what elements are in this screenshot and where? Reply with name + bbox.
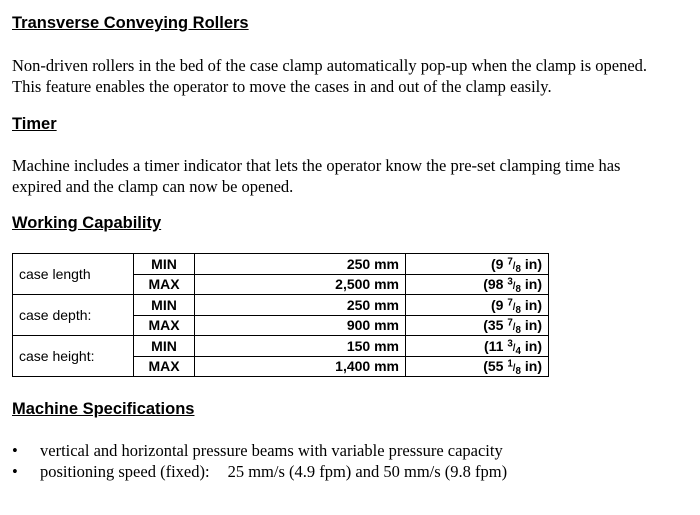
value-inches: (9 $^7/_8$ in) xyxy=(406,254,549,275)
inch-unit: in xyxy=(524,317,538,334)
spec-pressure-beams: vertical and horizontal pressure beams with variable pressure capacity xyxy=(40,441,503,460)
fraction-numerator: 7 xyxy=(507,256,513,268)
value-mm: 150 mm xyxy=(195,336,406,357)
list-item xyxy=(12,461,507,482)
value-mm: 2,500 mm xyxy=(195,274,406,295)
paragraph-rollers: Non-driven rollers in the bed of the case clamp automatically pop-up when the clamp is opened. This feature enables the operator to move the cases in and out of the clamp easily. xyxy=(12,56,648,96)
value-inches: (35 $^7/_8$ in) xyxy=(406,315,549,336)
inch-whole: 35 xyxy=(487,317,504,334)
fraction-numerator: 3 xyxy=(507,338,513,350)
paragraph-timer: Machine includes a timer indicator that lets the operator know the pre-set clamping time has expired and the clamp can now be opened. xyxy=(12,156,621,196)
inch-whole: 9 xyxy=(495,296,504,313)
heading-working-capability: Working Capability xyxy=(12,214,162,232)
heading-transverse-conveying-rollers: Transverse Conveying Rollers xyxy=(12,14,249,32)
spec-positioning-speed-value: 25 mm/s (4.9 fpm) and 50 mm/s (9.8 fpm) xyxy=(227,462,508,481)
inch-fraction: $^7/_8$ xyxy=(507,317,521,337)
fraction-denominator: 8 xyxy=(515,325,521,337)
limit-tag: MIN xyxy=(134,254,195,275)
limit-tag: MIN xyxy=(134,336,195,357)
inch-unit: in xyxy=(524,276,538,293)
inch-fraction: $^1/_8$ xyxy=(507,358,521,378)
limit-tag: MIN xyxy=(134,295,195,316)
list-item xyxy=(12,440,507,461)
fraction-denominator: 8 xyxy=(515,304,521,316)
inch-fraction: $^3/_8$ xyxy=(507,276,521,296)
value-inches: (9 $^7/_8$ in) xyxy=(406,295,549,316)
limit-tag: MAX xyxy=(134,356,195,377)
inch-fraction: $^7/_8$ xyxy=(507,256,521,275)
value-mm: 900 mm xyxy=(195,315,406,336)
table-row xyxy=(13,254,549,275)
inch-unit: in xyxy=(524,296,538,313)
dimension-label: case height: xyxy=(13,336,134,377)
fraction-denominator: 8 xyxy=(515,366,521,378)
inch-unit: in xyxy=(524,358,538,375)
value-inches: (55 $^1/_8$ in) xyxy=(406,356,549,377)
working-capability-table xyxy=(12,253,549,377)
bullet-icon: • xyxy=(12,462,18,481)
inch-whole: 98 xyxy=(487,276,504,293)
value-mm: 1,400 mm xyxy=(195,356,406,377)
inch-unit: in xyxy=(524,255,538,272)
specifications-list xyxy=(12,440,507,482)
fraction-numerator: 3 xyxy=(507,276,513,288)
fraction-numerator: 7 xyxy=(507,297,513,309)
inch-whole: 9 xyxy=(495,255,504,272)
working-capability-table-body xyxy=(13,254,549,377)
inch-whole: 11 xyxy=(488,337,504,354)
dimension-label: case length xyxy=(13,254,134,295)
table-row xyxy=(13,336,549,357)
inch-fraction: $^3/_4$ xyxy=(507,338,521,357)
fraction-denominator: 4 xyxy=(515,345,521,357)
inch-unit: in xyxy=(524,337,538,354)
table-row xyxy=(13,295,549,316)
value-inches: (98 $^3/_8$ in) xyxy=(406,274,549,295)
bullet-icon: • xyxy=(12,441,18,460)
fraction-numerator: 1 xyxy=(507,358,513,370)
value-mm: 250 mm xyxy=(195,254,406,275)
limit-tag: MAX xyxy=(134,315,195,336)
inch-whole: 55 xyxy=(487,358,504,375)
fraction-numerator: 7 xyxy=(507,317,513,329)
value-mm: 250 mm xyxy=(195,295,406,316)
inch-fraction: $^7/_8$ xyxy=(507,297,521,316)
fraction-denominator: 8 xyxy=(515,284,521,296)
value-inches: (11 $^3/_4$ in) xyxy=(406,336,549,357)
dimension-label: case depth: xyxy=(13,295,134,336)
fraction-denominator: 8 xyxy=(515,263,521,275)
limit-tag: MAX xyxy=(134,274,195,295)
heading-machine-specifications: Machine Specifications xyxy=(12,400,195,418)
heading-timer: Timer xyxy=(12,115,57,133)
spec-positioning-speed-label: positioning speed (fixed): xyxy=(40,462,210,481)
